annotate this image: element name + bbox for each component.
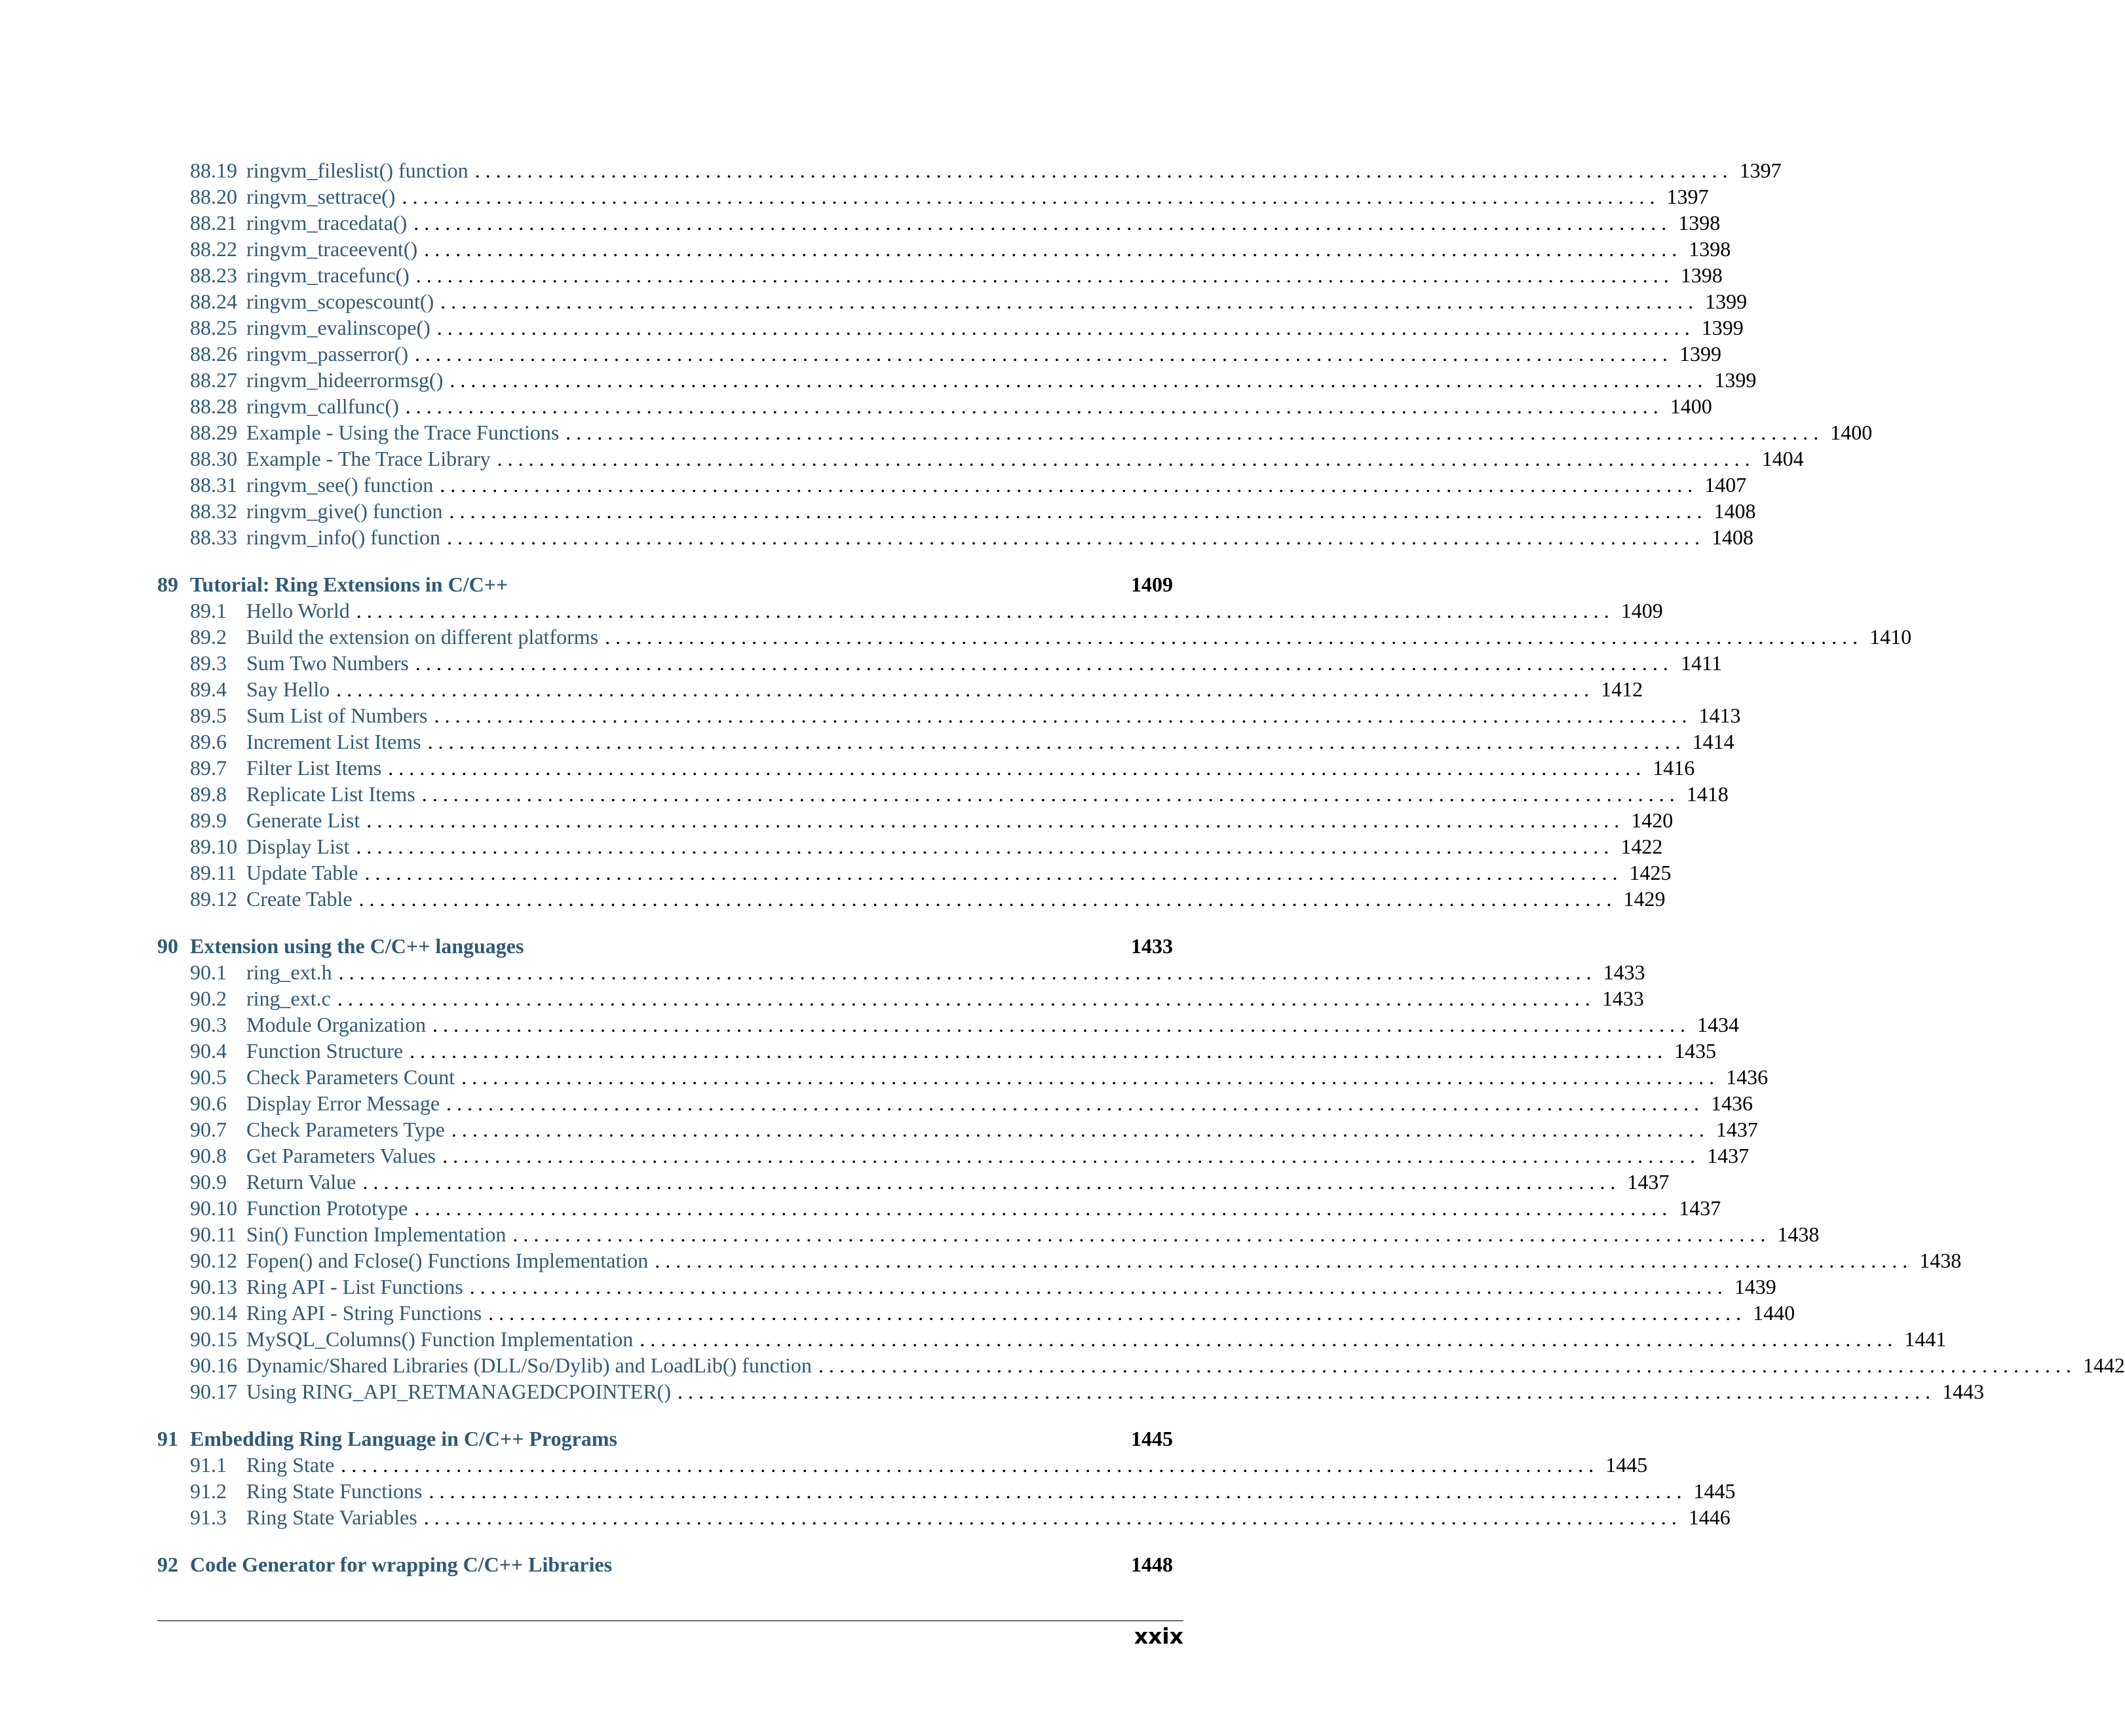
- entry-page-number: 1437: [1715, 1118, 1758, 1141]
- entry-title: ringvm_info() function: [246, 525, 440, 549]
- entry-number: 91.2: [190, 1479, 227, 1503]
- dot-leader: . . . . . . . . . . . . . . . . . . . . . . . . . . . . . . . . . . . . . . . . . . . . . . . . . . . . . . . . . . . . . . . . . . . . . . . . . . . . . . . . . . . . . . . . . . . . . . . . . . . . . . . . . . . . . . . . . . . . . . . .: [434, 704, 1687, 727]
- chapter-title: Code Generator for wrapping C/C++ Libraries: [190, 1553, 613, 1576]
- toc-entry[interactable]: [157, 1011, 1740, 1038]
- entry-number: 90.3: [190, 1013, 227, 1036]
- entry-title: Example - Using the Trace Functions: [246, 421, 560, 444]
- dot-leader: . . . . . . . . . . . . . . . . . . . . . . . . . . . . . . . . . . . . . . . . . . . . . . . . . . . . . . . . . . . . . . . . . . . . . . . . . . . . . . . . . . . . . . . . . . . . . . . . . . . . . . . . . . . . . . . . . . . . . . . .: [436, 316, 1690, 339]
- toc-chapter-90[interactable]: [157, 933, 1193, 959]
- dot-leader: . . . . . . . . . . . . . . . . . . . . . . . . . . . . . . . . . . . . . . . . . . . . . . . . . . . . . . . . . . . . . . . . . . . . . . . . . . . . . . . . . . . . . . . . . . . . . . . . . . . . . . . . . . . . . . . . . . . . . . . .: [358, 887, 1612, 911]
- toc-entry[interactable]: [157, 859, 1672, 886]
- toc-entry[interactable]: [157, 702, 1741, 728]
- chapter-num: 91: [157, 1427, 178, 1450]
- entry-number: 89.9: [190, 808, 227, 832]
- entry-page-number: 1442: [2082, 1353, 2125, 1377]
- entry-number: 89.6: [190, 730, 227, 753]
- toc-entry[interactable]: [157, 445, 1804, 472]
- chapter-title: Embedding Ring Language in C/C++ Programs: [190, 1427, 617, 1450]
- toc-entry[interactable]: [157, 236, 1731, 262]
- entry-page-number: 1414: [1692, 730, 1734, 753]
- toc-entry[interactable]: [157, 833, 1663, 859]
- entry-page-number: 1435: [1674, 1039, 1717, 1063]
- entry-number: 88.19: [190, 159, 237, 182]
- entry-title: Sin() Function Implementation: [246, 1222, 507, 1246]
- dot-leader: . . . . . . . . . . . . . . . . . . . . . . . . . . . . . . . . . . . . . . . . . . . . . . . . . . . . . . . . . . . . . . . . . . . . . . . . . . . . . . . . . . . . . . . . . . . . . . . . . . . . . . . . . . . . . . . . . . . . . . . .: [421, 782, 1675, 806]
- toc-entry[interactable]: [157, 1274, 1776, 1300]
- entry-title: Function Structure: [246, 1039, 404, 1063]
- entry-page-number: 1410: [1869, 625, 1912, 649]
- entry-number: 90.17: [190, 1380, 237, 1403]
- entry-title: ringvm_scopescount(): [246, 290, 434, 313]
- dot-leader: . . . . . . . . . . . . . . . . . . . . . . . . . . . . . . . . . . . . . . . . . . . . . . . . . . . . . . . . . . . . . . . . . . . . . . . . . . . . . . . . . . . . . . . . . . . . . . . . . . . . . . . . . . . . . . . . . . . . . . . .: [366, 808, 1620, 832]
- entry-number: 90.9: [190, 1170, 227, 1194]
- entry-number: 89.12: [190, 887, 237, 911]
- dot-leader: . . . . . . . . . . . . . . . . . . . . . . . . . . . . . . . . . . . . . . . . . . . . . . . . . . . . . . . . . . . . . . . . . . . . . . . . . . . . . . . . . . . . . . . . . . . . . . . . . . . . . . . . . . . . . . . . . . . . . . . .: [449, 499, 1702, 523]
- entry-page-number: 1436: [1726, 1065, 1769, 1089]
- toc-entry[interactable]: [157, 1195, 1721, 1221]
- toc-entry[interactable]: [157, 650, 1722, 676]
- entry-page-number: 1436: [1711, 1091, 1753, 1115]
- chapter-page: 1448: [1131, 1553, 1173, 1576]
- entry-number: 88.25: [190, 316, 237, 339]
- entry-title: Check Parameters Count: [246, 1065, 455, 1089]
- entry-number: 89.5: [190, 704, 227, 727]
- toc-entry[interactable]: [157, 1378, 1984, 1405]
- dot-leader: . . . . . . . . . . . . . . . . . . . . . . . . . . . . . . . . . . . . . . . . . . . . . . . . . . . . . . . . . . . . . . . . . . . . . . . . . . . . . . . . . . . . . . . . . . . . . . . . . . . . . . . . . . . . . . . . . . . . . . . .: [336, 677, 1590, 701]
- dot-leader: . . . . . . . . . . . . . . . . . . . . . . . . . . . . . . . . . . . . . . . . . . . . . . . . . . . . . . . . . . . . . . . . . . . . . . . . . . . . . . . . . . . . . . . . . . . . . . . . . . . . . . . . . . . . . . . . . . . . . . . .: [427, 730, 1681, 753]
- entry-title: Using RING_API_RETMANAGEDCPOINTER(): [246, 1380, 671, 1403]
- chapter-page: 1445: [1131, 1427, 1173, 1450]
- toc-entry[interactable]: [157, 1478, 1736, 1504]
- toc-entry[interactable]: [157, 1452, 1648, 1478]
- dot-leader: . . . . . . . . . . . . . . . . . . . . . . . . . . . . . . . . . . . . . . . . . . . . . . . . . . . . . . . . . . . . . . . . . . . . . . . . . . . . . . . . . . . . . . . . . . . . . . . . . . . . . . . . . . . . . . . . . . . . . . . .: [432, 1013, 1686, 1036]
- entry-page-number: 1399: [1705, 290, 1748, 313]
- dot-leader: . . . . . . . . . . . . . . . . . . . . . . . . . . . . . . . . . . . . . . . . . . . . . . . . . . . . . . . . . . . . . . . . . . . . . . . . . . . . . . . . . . . . . . . . . . . . . . . . . . . . . . . . . . . . . . . . . . . . . . . .: [442, 1144, 1696, 1167]
- entry-title: Update Table: [246, 861, 358, 884]
- entry-title: Display List: [246, 835, 350, 858]
- entry-page-number: 1425: [1629, 861, 1672, 884]
- entry-page-number: 1441: [1904, 1327, 1947, 1351]
- toc-entry[interactable]: [157, 1504, 1731, 1530]
- toc-entry[interactable]: [157, 1090, 1753, 1116]
- entry-page-number: 1446: [1688, 1505, 1731, 1529]
- entry-title: Function Prototype: [246, 1196, 408, 1220]
- entry-title: Filter List Items: [246, 756, 382, 780]
- toc-entry[interactable]: [157, 288, 1748, 314]
- entry-title: Check Parameters Type: [246, 1118, 445, 1141]
- dot-leader: . . . . . . . . . . . . . . . . . . . . . . . . . . . . . . . . . . . . . . . . . . . . . . . . . . . . . . . . . . . . . . . . . . . . . . . . . . . . . . . . . . . . . . . . . . . . . . . . . . . . . . . . . . . . . . . . . . . . . . . .: [337, 987, 1590, 1010]
- entry-page-number: 1397: [1666, 185, 1709, 208]
- dot-leader: . . . . . . . . . . . . . . . . . . . . . . . . . . . . . . . . . . . . . . . . . . . . . . . . . . . . . . . . . . . . . . . . . . . . . . . . . . . . . . . . . . . . . . . . . . . . . . . . . . . . . . . . . . . . . . . . . . . . . . . .: [414, 1196, 1668, 1220]
- entry-title: Ring State Variables: [246, 1505, 417, 1529]
- entry-title: ring_ext.c: [246, 987, 331, 1010]
- entry-page-number: 1409: [1620, 599, 1663, 622]
- entry-number: 90.6: [190, 1091, 227, 1115]
- toc-entry[interactable]: [157, 624, 1912, 650]
- toc-entry[interactable]: [157, 1116, 1758, 1142]
- entry-title: ring_ext.h: [246, 960, 332, 984]
- toc-entry[interactable]: [157, 807, 1674, 833]
- entry-page-number: 1420: [1631, 808, 1674, 832]
- toc-entry[interactable]: [157, 1064, 1769, 1090]
- entry-number: 88.33: [190, 525, 237, 549]
- chapter-num: 92: [157, 1553, 178, 1576]
- dot-leader: . . . . . . . . . . . . . . . . . . . . . . . . . . . . . . . . . . . . . . . . . . . . . . . . . . . . . . . . . . . . . . . . . . . . . . . . . . . . . . . . . . . . . . . . . . . . . . . . . . . . . . . . . . . . . . . . . . . . . . . .: [424, 237, 1677, 261]
- entry-title: Display Error Message: [246, 1091, 440, 1115]
- entry-number: 89.8: [190, 782, 227, 806]
- entry-title: Get Parameters Values: [246, 1144, 436, 1167]
- entry-page-number: 1412: [1601, 677, 1643, 701]
- entry-number: 88.24: [190, 290, 237, 313]
- entry-number: 89.3: [190, 651, 227, 675]
- entry-number: 90.14: [190, 1301, 237, 1325]
- entry-number: 88.20: [190, 185, 237, 208]
- entry-page-number: 1399: [1679, 342, 1722, 366]
- dot-leader: . . . . . . . . . . . . . . . . . . . . . . . . . . . . . . . . . . . . . . . . . . . . . . . . . . . . . . . . . . . . . . . . . . . . . . . . . . . . . . . . . . . . . . . . . . . . . . . . . . . . . . . . . . . . . . . . . . . . . . . .: [605, 625, 1858, 649]
- dot-leader: . . . . . . . . . . . . . . . . . . . . . . . . . . . . . . . . . . . . . . . . . . . . . . . . . . . . . . . . . . . . . . . . . . . . . . . . . . . . . . . . . . . . . . . . . . . . . . . . . . . . . . . . . . . . . . . . . . . . . . . .: [565, 421, 1819, 444]
- entry-number: 90.8: [190, 1144, 227, 1167]
- entry-number: 89.7: [190, 756, 227, 780]
- toc-entry[interactable]: [157, 183, 1709, 210]
- entry-title: ringvm_settrace(): [246, 185, 396, 208]
- entry-page-number: 1433: [1601, 987, 1644, 1010]
- entry-title: ringvm_fileslist() function: [246, 159, 469, 182]
- entry-page-number: 1398: [1678, 211, 1721, 235]
- entry-number: 90.2: [190, 987, 227, 1010]
- dot-leader: . . . . . . . . . . . . . . . . . . . . . . . . . . . . . . . . . . . . . . . . . . . . . . . . . . . . . . . . . . . . . . . . . . . . . . . . . . . . . . . . . . . . . . . . . . . . . . . . . . . . . . . . . . . . . . . . . . . . . . . .: [440, 290, 1694, 313]
- entry-page-number: 1407: [1704, 473, 1747, 497]
- entry-title: Example - The Trace Library: [246, 447, 491, 470]
- entry-title: Ring API - List Functions: [246, 1275, 463, 1298]
- entry-title: Say Hello: [246, 677, 330, 701]
- dot-leader: . . . . . . . . . . . . . . . . . . . . . . . . . . . . . . . . . . . . . . . . . . . . . . . . . . . . . . . . . . . . . . . . . . . . . . . . . . . . . . . . . . . . . . . . . . . . . . . . . . . . . . . . . . . . . . . . . . . . . . . .: [415, 342, 1668, 366]
- entry-page-number: 1404: [1761, 447, 1804, 470]
- chapter-title: Tutorial: Ring Extensions in C/C++: [190, 573, 508, 596]
- entry-page-number: 1445: [1605, 1453, 1648, 1477]
- entry-title: Sum Two Numbers: [246, 651, 409, 675]
- entry-title: Sum List of Numbers: [246, 704, 428, 727]
- toc-entry[interactable]: [157, 1221, 1820, 1247]
- entry-title: ringvm_passerror(): [246, 342, 409, 366]
- entry-number: 91.1: [190, 1453, 227, 1477]
- entry-number: 90.4: [190, 1039, 227, 1063]
- dot-leader: . . . . . . . . . . . . . . . . . . . . . . . . . . . . . . . . . . . . . . . . . . . . . . . . . . . . . . . . . . . . . . . . . . . . . . . . . . . . . . . . . . . . . . . . . . . . . . . . . . . . . . . . . . . . . . . . . . . . . . . .: [488, 1301, 1742, 1325]
- toc-entry[interactable]: [157, 157, 1782, 183]
- dot-leader: . . . . . . . . . . . . . . . . . . . . . . . . . . . . . . . . . . . . . . . . . . . . . . . . . . . . . . . . . . . . . . . . . . . . . . . . . . . . . . . . . . . . . . . . . . . . . . . . . . . . . . . . . . . . . . . . . . . . . . . .: [341, 1453, 1594, 1477]
- entry-page-number: 1445: [1693, 1479, 1736, 1503]
- toc-chapter-89[interactable]: [157, 571, 1193, 597]
- entry-page-number: 1433: [1603, 960, 1645, 984]
- dot-leader: . . . . . . . . . . . . . . . . . . . . . . . . . . . . . . . . . . . . . . . . . . . . . . . . . . . . . . . . . . . . . . . . . . . . . . . . . . . . . . . . . . . . . . . . . . . . . . . . . . . . . . . . . . . . . . . . . . . . . . . .: [415, 651, 1668, 675]
- toc-entry[interactable]: [157, 728, 1734, 755]
- entry-page-number: 1438: [1919, 1249, 1962, 1272]
- chapter-num: 89: [157, 573, 178, 596]
- entry-title: Fopen() and Fclose() Functions Implementation: [246, 1249, 649, 1272]
- entry-title: ringvm_tracedata(): [246, 211, 408, 235]
- entry-page-number: 1437: [1707, 1144, 1750, 1167]
- toc-entry[interactable]: [157, 393, 1712, 419]
- toc-entry[interactable]: [157, 419, 1873, 445]
- toc-chapter-92[interactable]: [157, 1551, 1193, 1577]
- toc-entry[interactable]: [157, 1169, 1670, 1195]
- page-folio: xxix: [1134, 1623, 1183, 1649]
- toc-entry[interactable]: [157, 1247, 1962, 1274]
- entry-title: Generate List: [246, 808, 360, 832]
- dot-leader: . . . . . . . . . . . . . . . . . . . . . . . . . . . . . . . . . . . . . . . . . . . . . . . . . . . . . . . . . . . . . . . . . . . . . . . . . . . . . . . . . . . . . . . . . . . . . . . . . . . . . . . . . . . . . . . . . . . . . . . .: [512, 1222, 1766, 1246]
- entry-title: Build the extension on different platforms: [246, 625, 599, 649]
- entry-number: 90.10: [190, 1196, 237, 1220]
- entry-page-number: 1418: [1686, 782, 1729, 806]
- dot-leader: . . . . . . . . . . . . . . . . . . . . . . . . . . . . . . . . . . . . . . . . . . . . . . . . . . . . . . . . . . . . . . . . . . . . . . . . . . . . . . . . . . . . . . . . . . . . . . . . . . . . . . . . . . . . . . . . . . . . . . . .: [440, 473, 1693, 497]
- entry-number: 90.5: [190, 1065, 227, 1089]
- entry-title: Dynamic/Shared Libraries (DLL/So/Dylib) and LoadLib() function: [246, 1353, 812, 1377]
- entry-title: MySQL_Columns() Function Implementation: [246, 1327, 634, 1351]
- entry-page-number: 1413: [1698, 704, 1741, 727]
- entry-title: Ring State Functions: [246, 1479, 423, 1503]
- entry-page-number: 1437: [1679, 1196, 1721, 1220]
- entry-page-number: 1398: [1680, 263, 1723, 287]
- dot-leader: . . . . . . . . . . . . . . . . . . . . . . . . . . . . . . . . . . . . . . . . . . . . . . . . . . . . . . . . . . . . . . . . . . . . . . . . . . . . . . . . . . . . . . . . . . . . . . . . . . . . . . . . . . . . . . . . . . . . . . . .: [388, 756, 1641, 780]
- toc-chapter-91[interactable]: [157, 1425, 1193, 1452]
- toc-entry[interactable]: [157, 1352, 2125, 1378]
- entry-number: 88.26: [190, 342, 237, 366]
- toc-entry[interactable]: [157, 985, 1644, 1011]
- toc-entry[interactable]: [157, 367, 1757, 393]
- entry-number: 88.21: [190, 211, 237, 235]
- entry-page-number: 1399: [1701, 316, 1744, 339]
- entry-title: ringvm_give() function: [246, 499, 443, 523]
- entry-page-number: 1429: [1623, 887, 1666, 911]
- dot-leader: . . . . . . . . . . . . . . . . . . . . . . . . . . . . . . . . . . . . . . . . . . . . . . . . . . . . . . . . . . . . . . . . . . . . . . . . . . . . . . . . . . . . . . . . . . . . . . . . . . . . . . . . . . . . . . . . . . . . . . . .: [446, 525, 1700, 549]
- dot-leader: . . . . . . . . . . . . . . . . . . . . . . . . . . . . . . . . . . . . . . . . . . . . . . . . . . . . . . . . . . . . . . . . . . . . . . . . . . . . . . . . . . . . . . . . . . . . . . . . . . . . . . . . . . . . . . . . . . . . . . . .: [474, 159, 1728, 182]
- entry-title: Replicate List Items: [246, 782, 415, 806]
- entry-title: Return Value: [246, 1170, 356, 1194]
- entry-title: ringvm_tracefunc(): [246, 263, 410, 287]
- toc-entry[interactable]: [157, 1038, 1717, 1064]
- entry-number: 90.7: [190, 1118, 227, 1141]
- chapter-page: 1409: [1131, 573, 1173, 596]
- dot-leader: . . . . . . . . . . . . . . . . . . . . . . . . . . . . . . . . . . . . . . . . . . . . . . . . . . . . . . . . . . . . . . . . . . . . . . . . . . . . . . . . . . . . . . . . . . . . . . . . . . . . . . . . . . . . . . . . . . . . . . . .: [461, 1065, 1715, 1089]
- toc-entry[interactable]: [157, 755, 1695, 781]
- entry-number: 90.12: [190, 1249, 237, 1272]
- toc-entry[interactable]: [157, 1300, 1795, 1326]
- entry-page-number: 1437: [1627, 1170, 1670, 1194]
- entry-page-number: 1443: [1942, 1380, 1984, 1403]
- toc-entry[interactable]: [157, 314, 1744, 341]
- entry-page-number: 1439: [1734, 1275, 1776, 1298]
- dot-leader: . . . . . . . . . . . . . . . . . . . . . . . . . . . . . . . . . . . . . . . . . . . . . . . . . . . . . . . . . . . . . . . . . . . . . . . . . . . . . . . . . . . . . . . . . . . . . . . . . . . . . . . . . . . . . . . . . . . . . . . .: [364, 861, 1618, 884]
- dot-leader: . . . . . . . . . . . . . . . . . . . . . . . . . . . . . . . . . . . . . . . . . . . . . . . . . . . . . . . . . . . . . . . . . . . . . . . . . . . . . . . . . . . . . . . . . . . . . . . . . . . . . . . . . . . . . . . . . . . . . . . .: [469, 1275, 1723, 1298]
- entry-number: 90.13: [190, 1275, 237, 1298]
- entry-page-number: 1408: [1711, 525, 1753, 549]
- entry-number: 88.23: [190, 263, 237, 287]
- toc-entry[interactable]: [157, 524, 1753, 550]
- toc-entry[interactable]: [157, 597, 1663, 624]
- entry-number: 88.30: [190, 447, 237, 470]
- entry-number: 89.10: [190, 835, 237, 858]
- entry-number: 88.27: [190, 368, 237, 392]
- entry-title: Create Table: [246, 887, 353, 911]
- entry-page-number: 1408: [1713, 499, 1756, 523]
- dot-leader: . . . . . . . . . . . . . . . . . . . . . . . . . . . . . . . . . . . . . . . . . . . . . . . . . . . . . . . . . . . . . . . . . . . . . . . . . . . . . . . . . . . . . . . . . . . . . . . . . . . . . . . . . . . . . . . . . . . . . . . .: [405, 394, 1658, 418]
- entry-page-number: 1400: [1830, 421, 1873, 444]
- entry-number: 89.2: [190, 625, 227, 649]
- entry-page-number: 1398: [1689, 237, 1731, 261]
- dot-leader: . . . . . . . . . . . . . . . . . . . . . . . . . . . . . . . . . . . . . . . . . . . . . . . . . . . . . . . . . . . . . . . . . . . . . . . . . . . . . . . . . . . . . . . . . . . . . . . . . . . . . . . . . . . . . . . . . . . . . . . .: [415, 263, 1669, 287]
- entry-number: 91.3: [190, 1505, 227, 1529]
- entry-number: 88.29: [190, 421, 237, 444]
- entry-page-number: 1400: [1670, 394, 1712, 418]
- toc-entry[interactable]: [157, 1142, 1750, 1169]
- chapter-num: 90: [157, 934, 178, 958]
- entry-title: Increment List Items: [246, 730, 421, 753]
- dot-leader: . . . . . . . . . . . . . . . . . . . . . . . . . . . . . . . . . . . . . . . . . . . . . . . . . . . . . . . . . . . . . . . . . . . . . . . . . . . . . . . . . . . . . . . . . . . . . . . . . . . . . . . . . . . . . . . . . . . . . . . .: [423, 1505, 1677, 1529]
- footer-rule: [157, 1620, 1183, 1621]
- toc-entry[interactable]: [157, 1326, 1947, 1352]
- entry-title: Ring State: [246, 1453, 335, 1477]
- toc-entry[interactable]: [157, 262, 1723, 288]
- dot-leader: . . . . . . . . . . . . . . . . . . . . . . . . . . . . . . . . . . . . . . . . . . . . . . . . . . . . . . . . . . . . . . . . . . . . . . . . . . . . . . . . . . . . . . . . . . . . . . . . . . . . . . . . . . . . . . . . . . . . . . . .: [446, 1091, 1700, 1115]
- entry-page-number: 1416: [1653, 756, 1695, 780]
- dot-leader: . . . . . . . . . . . . . . . . . . . . . . . . . . . . . . . . . . . . . . . . . . . . . . . . . . . . . . . . . . . . . . . . . . . . . . . . . . . . . . . . . . . . . . . . . . . . . . . . . . . . . . . . . . . . . . . . . . . . . . . .: [356, 599, 1609, 622]
- entry-number: 89.4: [190, 677, 227, 701]
- dot-leader: . . . . . . . . . . . . . . . . . . . . . . . . . . . . . . . . . . . . . . . . . . . . . . . . . . . . . . . . . . . . . . . . . . . . . . . . . . . . . . . . . . . . . . . . . . . . . . . . . . . . . . . . . . . . . . . . . . . . . . . .: [402, 185, 1655, 208]
- dot-leader: . . . . . . . . . . . . . . . . . . . . . . . . . . . . . . . . . . . . . . . . . . . . . . . . . . . . . . . . . . . . . . . . . . . . . . . . . . . . . . . . . . . . . . . . . . . . . . . . . . . . . . . . . . . . . . . . . . . . . . . .: [451, 1118, 1704, 1141]
- entry-title: ringvm_traceevent(): [246, 237, 418, 261]
- chapter-page: 1433: [1131, 934, 1173, 958]
- toc-entry[interactable]: [157, 210, 1721, 236]
- entry-number: 89.1: [190, 599, 227, 622]
- dot-leader: . . . . . . . . . . . . . . . . . . . . . . . . . . . . . . . . . . . . . . . . . . . . . . . . . . . . . . . . . . . . . . . . . . . . . . . . . . . . . . . . . . . . . . . . . . . . . . . . . . . . . . . . . . . . . . . . . . . . . . . .: [640, 1327, 1893, 1351]
- entry-page-number: 1411: [1681, 651, 1722, 675]
- dot-leader: . . . . . . . . . . . . . . . . . . . . . . . . . . . . . . . . . . . . . . . . . . . . . . . . . . . . . . . . . . . . . . . . . . . . . . . . . . . . . . . . . . . . . . . . . . . . . . . . . . . . . . . . . . . . . . . . . . . . . . . .: [429, 1479, 1682, 1503]
- dot-leader: . . . . . . . . . . . . . . . . . . . . . . . . . . . . . . . . . . . . . . . . . . . . . . . . . . . . . . . . . . . . . . . . . . . . . . . . . . . . . . . . . . . . . . . . . . . . . . . . . . . . . . . . . . . . . . . . . . . . . . . .: [677, 1380, 1930, 1403]
- entry-number: 90.1: [190, 960, 227, 984]
- dot-leader: . . . . . . . . . . . . . . . . . . . . . . . . . . . . . . . . . . . . . . . . . . . . . . . . . . . . . . . . . . . . . . . . . . . . . . . . . . . . . . . . . . . . . . . . . . . . . . . . . . . . . . . . . . . . . . . . . . . . . . . .: [818, 1353, 2071, 1377]
- toc-entry[interactable]: [157, 886, 1666, 912]
- toc-entry[interactable]: [157, 472, 1747, 498]
- entry-page-number: 1434: [1697, 1013, 1740, 1036]
- entry-number: 88.32: [190, 499, 237, 523]
- entry-title: Hello World: [246, 599, 350, 622]
- entry-number: 90.16: [190, 1353, 237, 1377]
- entry-page-number: 1438: [1777, 1222, 1820, 1246]
- toc-entry[interactable]: [157, 341, 1722, 367]
- entry-page-number: 1440: [1753, 1301, 1795, 1325]
- dot-leader: . . . . . . . . . . . . . . . . . . . . . . . . . . . . . . . . . . . . . . . . . . . . . . . . . . . . . . . . . . . . . . . . . . . . . . . . . . . . . . . . . . . . . . . . . . . . . . . . . . . . . . . . . . . . . . . . . . . . . . . .: [356, 835, 1609, 858]
- dot-leader: . . . . . . . . . . . . . . . . . . . . . . . . . . . . . . . . . . . . . . . . . . . . . . . . . . . . . . . . . . . . . . . . . . . . . . . . . . . . . . . . . . . . . . . . . . . . . . . . . . . . . . . . . . . . . . . . . . . . . . . .: [497, 447, 1750, 470]
- entry-number: 90.15: [190, 1327, 237, 1351]
- entry-number: 88.22: [190, 237, 237, 261]
- chapter-title: Extension using the C/C++ languages: [190, 934, 524, 958]
- toc-entry[interactable]: [157, 781, 1729, 807]
- entry-number: 88.31: [190, 473, 237, 497]
- dot-leader: . . . . . . . . . . . . . . . . . . . . . . . . . . . . . . . . . . . . . . . . . . . . . . . . . . . . . . . . . . . . . . . . . . . . . . . . . . . . . . . . . . . . . . . . . . . . . . . . . . . . . . . . . . . . . . . . . . . . . . . .: [655, 1249, 1908, 1272]
- entry-title: ringvm_evalinscope(): [246, 316, 431, 339]
- entry-number: 89.11: [190, 861, 237, 884]
- toc-entry[interactable]: [157, 959, 1645, 985]
- table-of-contents: [157, 157, 2125, 1577]
- entry-title: ringvm_hideerrormsg(): [246, 368, 444, 392]
- entry-title: ringvm_callfunc(): [246, 394, 399, 418]
- toc-entry[interactable]: [157, 676, 1643, 702]
- entry-number: 88.28: [190, 394, 237, 418]
- entry-page-number: 1397: [1739, 159, 1782, 182]
- entry-page-number: 1422: [1620, 835, 1663, 858]
- dot-leader: . . . . . . . . . . . . . . . . . . . . . . . . . . . . . . . . . . . . . . . . . . . . . . . . . . . . . . . . . . . . . . . . . . . . . . . . . . . . . . . . . . . . . . . . . . . . . . . . . . . . . . . . . . . . . . . . . . . . . . . .: [410, 1039, 1663, 1063]
- entry-title: Ring API - String Functions: [246, 1301, 482, 1325]
- dot-leader: . . . . . . . . . . . . . . . . . . . . . . . . . . . . . . . . . . . . . . . . . . . . . . . . . . . . . . . . . . . . . . . . . . . . . . . . . . . . . . . . . . . . . . . . . . . . . . . . . . . . . . . . . . . . . . . . . . . . . . . .: [362, 1170, 1616, 1194]
- entry-title: Module Organization: [246, 1013, 427, 1036]
- dot-leader: . . . . . . . . . . . . . . . . . . . . . . . . . . . . . . . . . . . . . . . . . . . . . . . . . . . . . . . . . . . . . . . . . . . . . . . . . . . . . . . . . . . . . . . . . . . . . . . . . . . . . . . . . . . . . . . . . . . . . . . .: [450, 368, 1703, 392]
- dot-leader: . . . . . . . . . . . . . . . . . . . . . . . . . . . . . . . . . . . . . . . . . . . . . . . . . . . . . . . . . . . . . . . . . . . . . . . . . . . . . . . . . . . . . . . . . . . . . . . . . . . . . . . . . . . . . . . . . . . . . . . .: [338, 960, 1592, 984]
- entry-title: ringvm_see() function: [246, 473, 434, 497]
- entry-page-number: 1399: [1714, 368, 1757, 392]
- toc-entry[interactable]: [157, 498, 1756, 524]
- entry-number: 90.11: [190, 1222, 237, 1246]
- dot-leader: . . . . . . . . . . . . . . . . . . . . . . . . . . . . . . . . . . . . . . . . . . . . . . . . . . . . . . . . . . . . . . . . . . . . . . . . . . . . . . . . . . . . . . . . . . . . . . . . . . . . . . . . . . . . . . . . . . . . . . . .: [413, 211, 1667, 235]
